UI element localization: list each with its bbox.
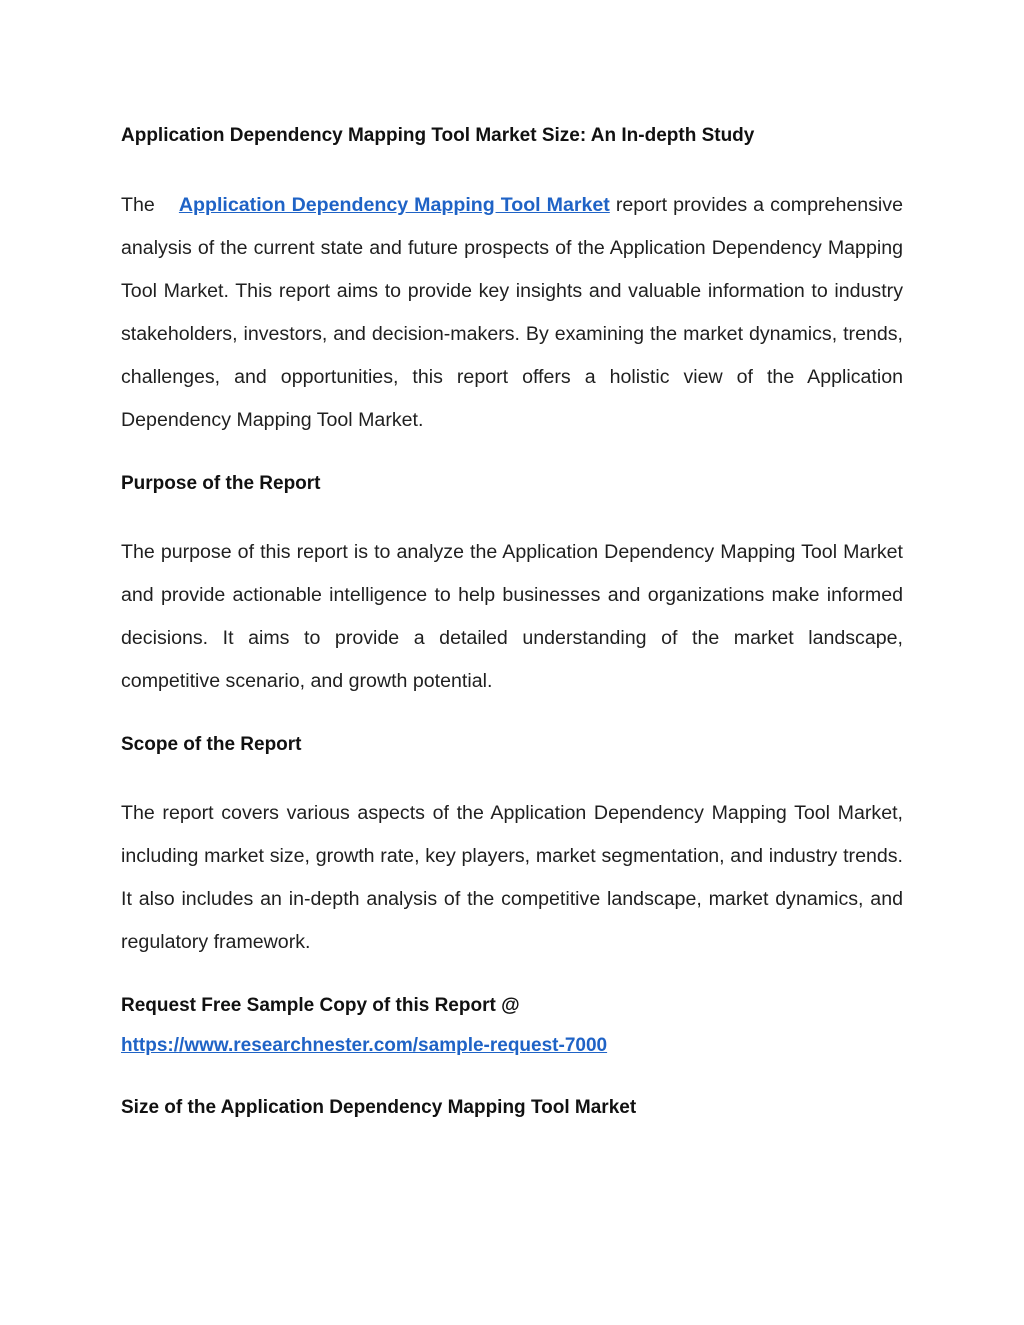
document-title: Application Dependency Mapping Tool Market Size: An In-depth Study [121,125,755,146]
sample-request-label: Request Free Sample Copy of this Report @ [121,995,520,1016]
intro-paragraph [121,184,903,442]
purpose-heading: Purpose of the Report [121,473,321,494]
document-page [121,118,903,1126]
intro-prefix: The [121,194,155,216]
scope-paragraph: The report covers various aspects of the Application Dependency Mapping Tool Market, including market size, growth rate, key players, market segmentation, and industry trends. It also includes an in-depth analysis of the competitive landscape, market dynamics, and regulatory framework. [121,802,903,953]
intro-body-text: report provides a comprehensive analysis of the current state and future prospects of the Application Dependency Mapping Tool Market. This report aims to provide key insights and valuable information to industry stakeholders, investors, and decision-makers. By examining the market dynamics, trends, challenges, and opportunities, this report offers a holistic view of the Application Dependency Mapping Tool Market. [121,194,903,431]
sample-request-link[interactable]: https://www.researchnester.com/sample-request-7000 [121,1035,608,1056]
sample-request-block [121,988,903,1067]
market-report-link[interactable]: Application Dependency Mapping Tool Market [178,194,610,216]
size-heading: Size of the Application Dependency Mapping Tool Market [121,1097,637,1118]
scope-heading: Scope of the Report [121,734,302,755]
purpose-paragraph: The purpose of this report is to analyze the Application Dependency Mapping Tool Market and provide actionable intelligence to help businesses and organizations make informed decisions. It aims to provide a detailed understanding of the market landscape, competitive scenario, and growth potential. [121,541,903,692]
